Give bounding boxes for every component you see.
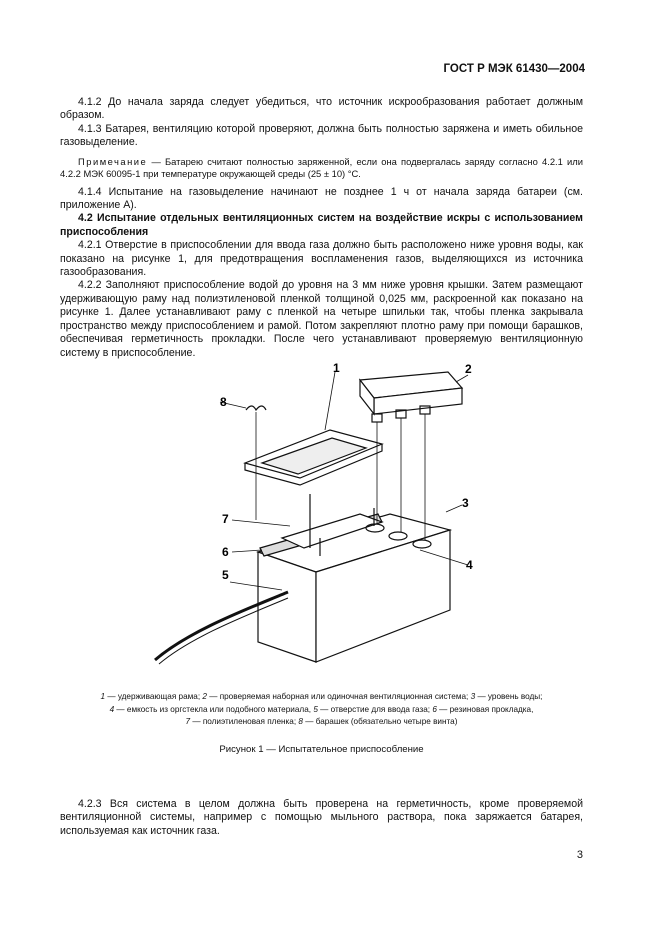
legend-num: 5 (313, 704, 318, 714)
paragraph-4-1-3: 4.1.3 Батарея, вентиляцию которой проверяют, должна быть полностью заряжена и иметь обильное газовыделение. (60, 122, 583, 149)
label-2: 2 (465, 362, 472, 376)
legend-text: — проверяемая наборная или одиночная вентиляционная система; (206, 692, 471, 701)
label-1: 1 (333, 361, 340, 375)
note-text: — Батарею считают полностью заряженной, если она подвергалась заряду согласно 4.2.1 или 4.2.2 МЭК 60095-1 при температуре окружающей среды (25 ± 10) °С. (60, 155, 583, 179)
document-header: ГОСТ Р МЭК 61430—2004 (443, 63, 585, 75)
legend-num: 7 (185, 717, 191, 726)
legend-line-1 (60, 691, 583, 704)
legend-num: 8 (298, 717, 303, 726)
paragraph-4-2-3: 4.2.3 Вся система в целом должна быть проверена на герметичность, кроме проверяемой вентиляционной системы, например с помощью мыльного раствора, пока заряжается батарея, используемая как источник газа. (60, 798, 583, 837)
paragraph-4-1-2: 4.1.2 До начала заряда следует убедиться, что источник искрообразования работает должным образом. (60, 96, 583, 122)
legend-text: — уровень воды; (475, 692, 543, 701)
legend-text: — удерживающая рама; (105, 692, 203, 701)
figure-caption: Рисунок 1 — Испытательное приспособление (219, 744, 424, 755)
legend-num: 6 (432, 704, 437, 714)
label-7: 7 (222, 512, 229, 526)
page-number: 3 (576, 849, 583, 861)
legend-text: — отверстие для ввода газа; (317, 704, 433, 714)
heading-4-2: 4.2 Испытание отдельных вентиляционных систем на воздействие искры с использованием приспособления (60, 212, 583, 238)
legend-text: — барашек (обязательно четыре винта) (302, 717, 458, 726)
paragraph-4-1-4: 4.1.4 Испытание на газовыделение начинают не позднее 1 ч от начала заряда батареи (см. приложение А). (60, 185, 583, 212)
legend-num: 3 (470, 692, 476, 701)
legend-text: — емкость из оргстекла или подобного материала, (114, 704, 314, 714)
label-3: 3 (462, 496, 469, 510)
section-4-2-3-text (60, 798, 583, 838)
figure-legend (60, 691, 583, 729)
paragraph-4-2-1: 4.2.1 Отверстие в приспособлении для ввода газа должно быть расположено ниже уровня воды, как показано на рисунке 1, для предотвращения воспламенения газов, выделяющихся из источника газообразования. (60, 239, 583, 279)
legend-text: — резиновая прокладка, (436, 704, 534, 714)
wing-nut (246, 406, 266, 410)
legend-line-3 (60, 716, 583, 729)
label-5: 5 (222, 568, 229, 582)
section-4-1-text (60, 96, 583, 360)
label-6: 6 (222, 545, 229, 559)
note (60, 156, 583, 180)
legend-line-2 (60, 704, 583, 717)
legend-text: — полиэтиленовая пленка; (190, 717, 299, 726)
label-4: 4 (466, 558, 473, 572)
label-8: 8 (220, 395, 227, 409)
note-label: Примечание (78, 155, 148, 167)
legend-num: 1 (100, 692, 106, 701)
test-fixture-figure (150, 360, 490, 680)
legend-num: 2 (202, 692, 207, 701)
paragraph-4-2-2: 4.2.2 Заполняют приспособление водой до уровня на 3 мм ниже уровня крышки. Затем размещают удерживающую раму над полиэтиленовой пленкой толщиной 0,025 мм, раскроенной как показано на рисунке 1. Далее устанавливают раму с пленкой на четыре шпильки так, чтобы пленка закрывала пространство между приспособлением и рамой. Потом закрепляют плотно раму при помощи барашков, обеспечивая герметичность прокладки. После чего устанавливают проверяемую вентиляционную систему в приспособление. (60, 279, 583, 359)
legend-num: 4 (109, 704, 115, 714)
